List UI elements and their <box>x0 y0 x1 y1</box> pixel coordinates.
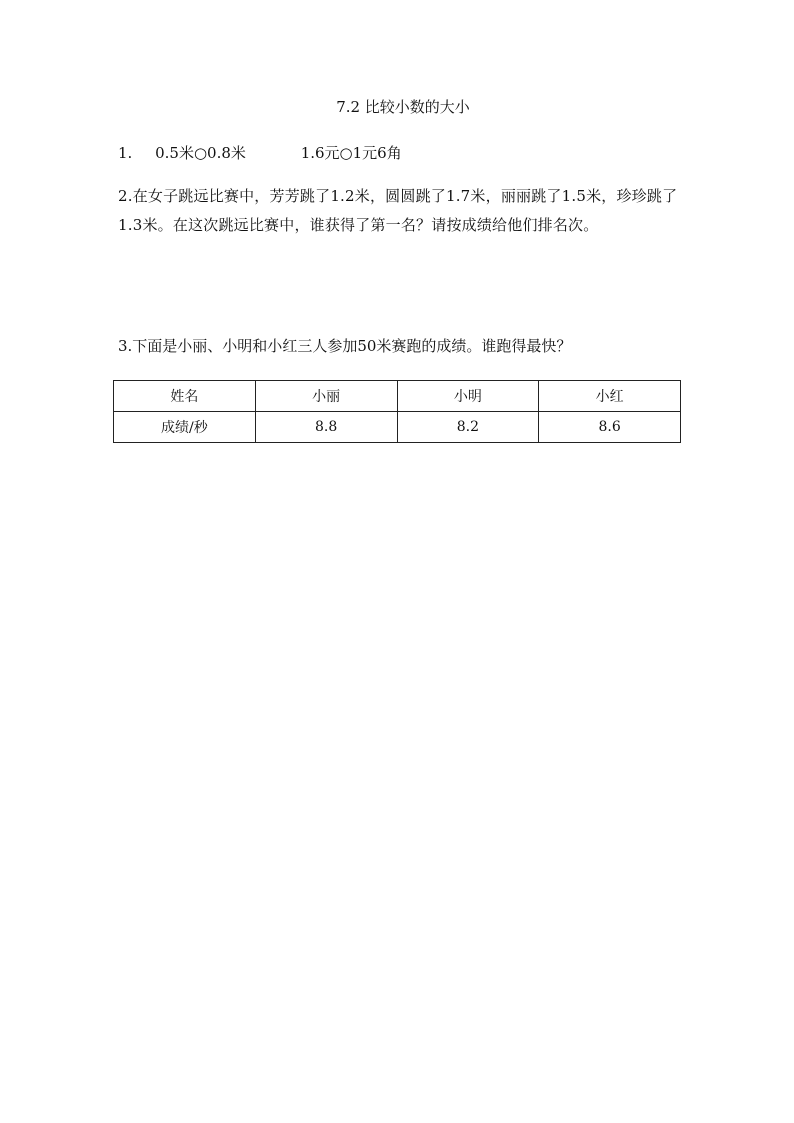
table-header-cell: 小红 <box>539 381 681 412</box>
table-cell: 成绩/秒 <box>114 412 256 443</box>
table-cell: 8.8 <box>255 412 397 443</box>
score-table <box>113 380 681 443</box>
table-cell: 8.6 <box>539 412 681 443</box>
table-header-cell: 姓名 <box>114 381 256 412</box>
table-cell: 8.2 <box>397 412 539 443</box>
table-header-cell: 小明 <box>397 381 539 412</box>
question-1-number: 1. <box>118 144 133 162</box>
question-3: 3.下面是小丽、小明和小红三人参加50米赛跑的成绩。谁跑得最快？ <box>118 337 572 355</box>
table-row <box>114 412 681 443</box>
question-1-part-b: 1.6元○1元6角 <box>300 144 402 162</box>
question-2: 2.在女子跳远比赛中，芳芳跳了1.2米，圆圆跳了1.7米，丽丽跳了1.5米，珍珍跳了1.3米。在这次跳远比赛中，谁获得了第一名？请按成绩给他们排名次。 <box>118 187 678 234</box>
table-header-cell: 小丽 <box>255 381 397 412</box>
question-1 <box>118 142 402 163</box>
page-title: 7.2 比较小数的大小 <box>336 98 470 116</box>
table-header-row <box>114 381 681 412</box>
question-1-part-a: 0.5米○0.8米 <box>155 144 246 162</box>
